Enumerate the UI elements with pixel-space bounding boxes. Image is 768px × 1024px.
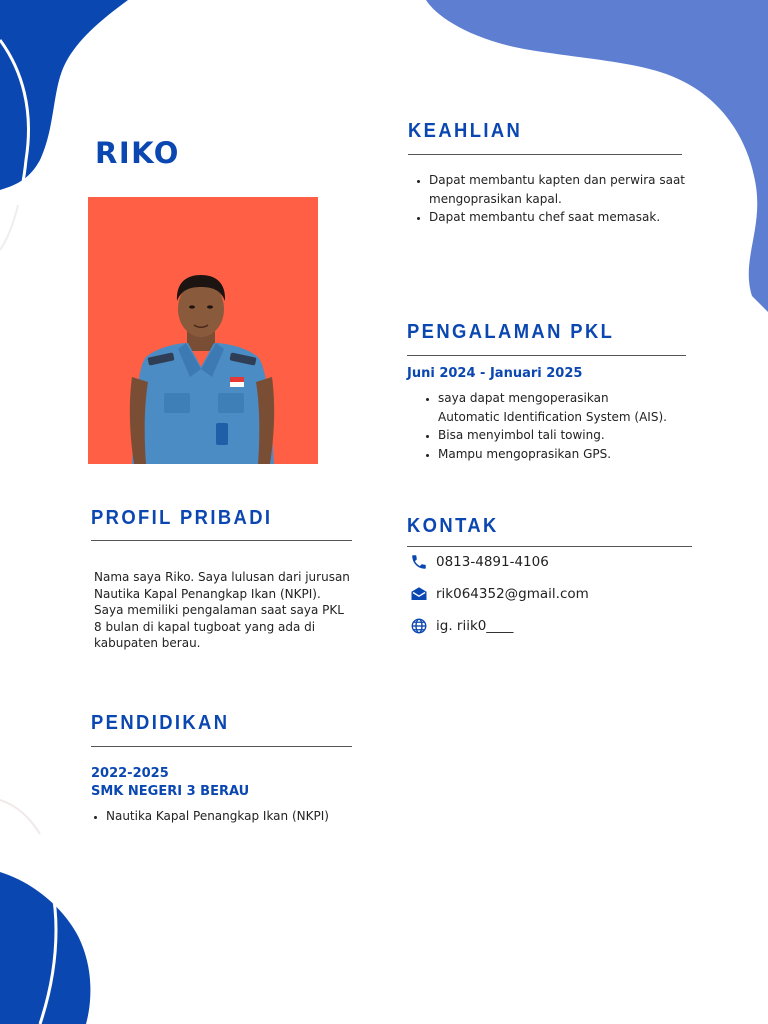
- contact-email-row: [410, 584, 589, 604]
- phone-icon: [410, 553, 428, 571]
- profile-text: Nama saya Riko. Saya lulusan dari jurusan Nautika Kapal Penangkap Ikan (NKPI). Saya memiliki pengalaman saat saya PKL 8 bulan di kapal tugboat yang ada di kabupaten berau.: [94, 570, 350, 650]
- education-years: 2022-2025: [91, 766, 169, 781]
- globe-icon: [410, 617, 428, 635]
- email-icon: [410, 585, 428, 603]
- pkl-period: Juni 2024 - Januari 2025: [407, 366, 583, 381]
- person-name: RIKO: [95, 136, 180, 170]
- education-school: SMK NEGERI 3 BERAU: [91, 784, 250, 799]
- pkl-title: PENGALAMAN PKL: [407, 321, 615, 343]
- contact-email[interactable]: rik064352@gmail.com: [436, 586, 589, 602]
- contact-divider: [407, 546, 692, 547]
- education-divider: [91, 746, 352, 747]
- profile-divider: [91, 540, 352, 541]
- skill-item: • Dapat membantu chef saat memasak.: [429, 208, 691, 227]
- contact-instagram[interactable]: ig. riik0____: [436, 618, 514, 634]
- pkl-list: [420, 389, 670, 463]
- pkl-item: • Mampu mengoprasikan GPS.: [438, 445, 670, 464]
- education-item: • Nautika Kapal Penangkap Ikan (NKPI): [106, 807, 368, 826]
- pkl-item: • saya dapat mengoperasikan Automatic Identification System (AIS).: [438, 389, 670, 426]
- skills-list: [411, 171, 691, 227]
- skill-item: • Dapat membantu kapten dan perwira saat mengoprasikan kapal.: [429, 171, 691, 208]
- education-list: [88, 807, 368, 826]
- profile-photo: [88, 197, 318, 464]
- pkl-item: • Bisa menyimbol tali towing.: [438, 426, 670, 445]
- contact-phone[interactable]: 0813-4891-4106: [436, 554, 549, 570]
- skills-title: KEAHLIAN: [408, 120, 523, 142]
- contact-instagram-row: [410, 616, 513, 636]
- contact-title: KONTAK: [407, 515, 499, 537]
- person-portrait-illustration: [88, 197, 318, 464]
- education-title: PENDIDIKAN: [91, 712, 230, 734]
- pkl-divider: [407, 355, 686, 356]
- skills-divider: [408, 154, 682, 155]
- contact-phone-row: [410, 552, 549, 572]
- profile-title: PROFIL PRIBADI: [91, 507, 273, 529]
